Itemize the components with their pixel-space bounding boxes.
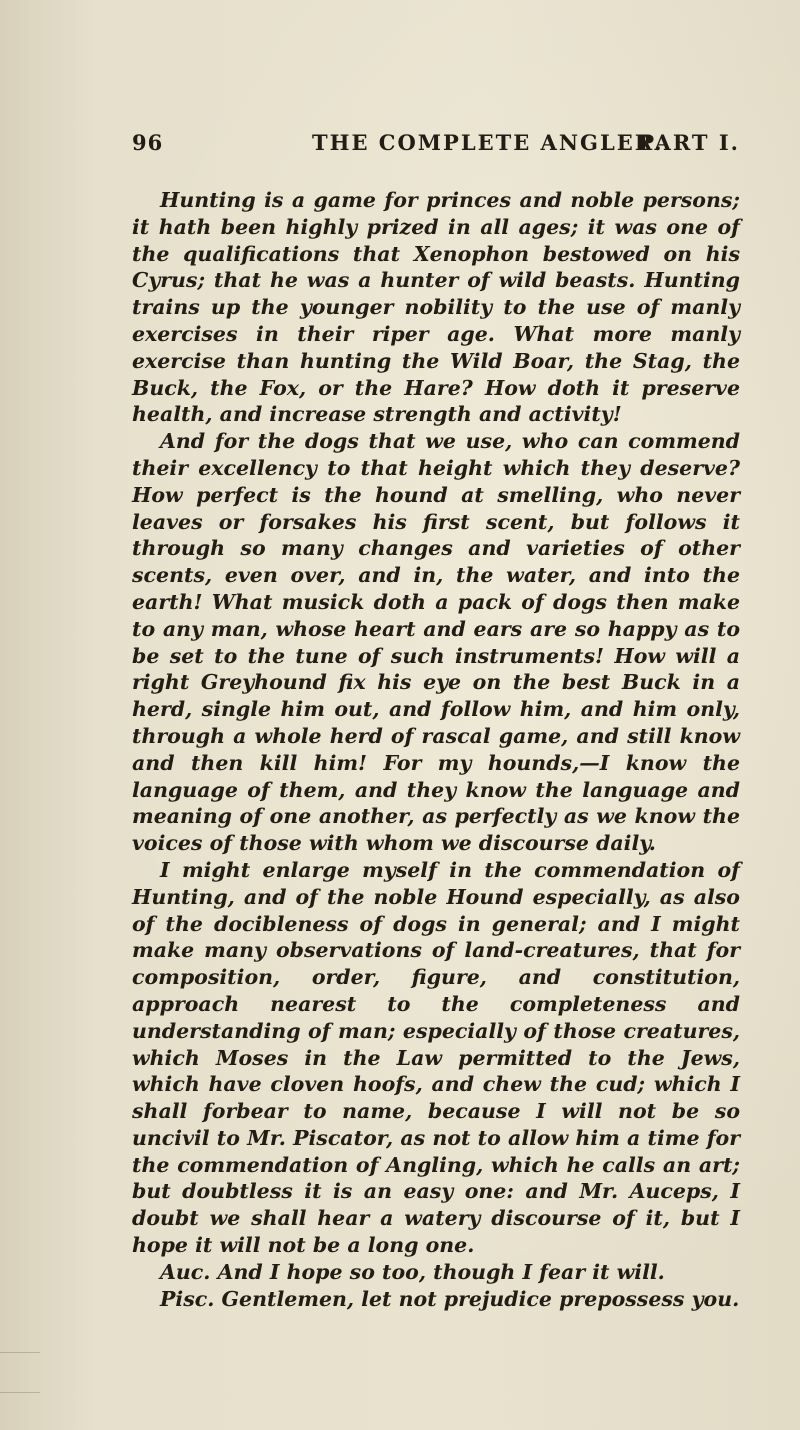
body-text (132, 187, 740, 1312)
part-label: PART I. (638, 130, 740, 155)
page-edge-shadow (0, 1352, 40, 1353)
paragraph: I might enlarge myself in the commendation of Hunting, and of the noble Hound especially, as also of the docibleness of dogs in general; and I might make many observations of land-creatures, that for composition, order, figure, and constitution, approach nearest to the completeness and understanding of man; especially of those creatures, which Moses in the Law permitted to the Jews, which have cloven hoofs, and chew the cud; which I shall forbear to name, because I will not be so uncivil to Mr. Piscator, as not to allow him a time for the commendation of Angling, which he calls an art; but doubtless it is an easy one: and Mr. Auceps, I doubt we shall hear a watery discourse of it, but I hope it will not be a long one. (132, 857, 740, 1258)
speaker-name: Pisc. (160, 1286, 215, 1311)
running-title: THE COMPLETE ANGLER. (312, 130, 664, 155)
dialogue-text: Gentlemen, let not prejudice prepossess you. (221, 1286, 740, 1311)
speaker-name: Auc. (160, 1259, 211, 1284)
paragraph: And for the dogs that we use, who can commend their excellency to that height which they deserve? How perfect is the hound at smelling, who never leaves or forsakes his first scent, but follows it through so many changes and varieties of other scents, even over, and in, the water, and into the earth! What musick doth a pack of dogs then make to any man, whose heart and ears are so happy as to be set to the tune of such instruments! How will a right Greyhound fix his eye on the best Buck in a herd, single him out, and follow him, and him only, through a whole herd of rascal game, and still know and then kill him! For my hounds,—I know the language of them, and they know the language and meaning of one another, as perfectly as we know the voices of those with whom we discourse daily. (132, 429, 740, 856)
running-head (132, 130, 740, 170)
dialogue-line (132, 1286, 740, 1313)
page-edge-shadow (0, 1392, 40, 1393)
page-number: 96 (132, 130, 164, 155)
paragraph: Hunting is a game for princes and noble persons; it hath been highly prized in all ages; it was one of the qualifications that Xenophon bestowed on his Cyrus; that he was a hunter of wild beasts. Hunting trains up the younger nobility to the use of manly exercises in their riper age. What more manly exercise than hunting the Wild Boar, the Stag, the Buck, the Fox, or the Hare? How doth it preserve health, and increase strength and activity! (132, 188, 740, 427)
dialogue-text: And I hope so too, though I fear it will. (217, 1259, 665, 1284)
dialogue-line (132, 1259, 740, 1286)
